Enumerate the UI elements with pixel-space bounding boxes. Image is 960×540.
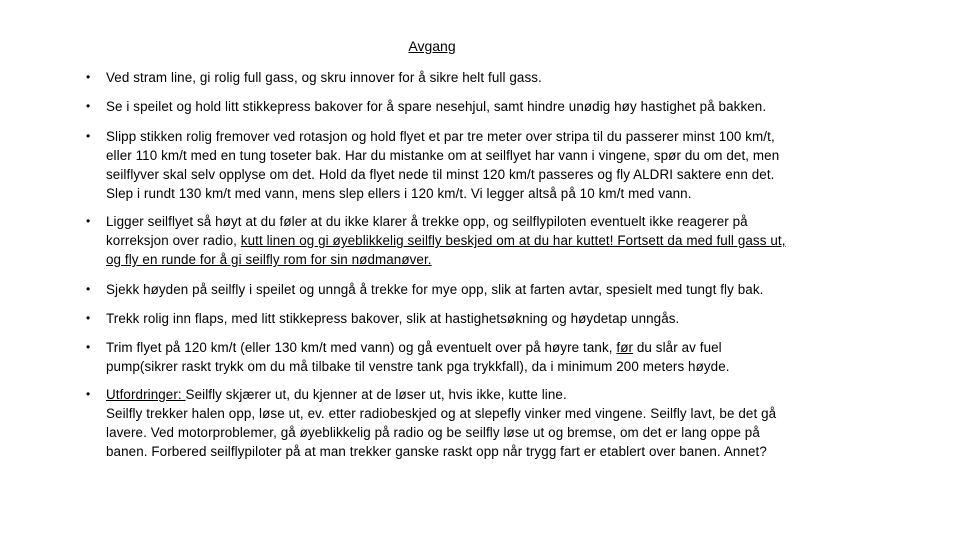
item-text: Se i speilet og hold litt stikkepress bakover for å spare nesehjul, samt hindre unødig høy hastighet på bakken.: [106, 99, 767, 114]
underlined-text: kutt linen og gi øyeblikkelig seilfly beskjed om at du har kuttet! Fortsett da med full gass ut,: [240, 233, 786, 248]
item-text-line: Slep i rundt 130 km/t med vann, mens slep ellers i 120 km/t. Vi legger altså på 10 km/t med vann.: [106, 186, 692, 201]
bullet-icon: •: [86, 311, 91, 325]
bullet-icon: •: [86, 387, 91, 401]
item-text-line: banen. Forbered seilflypiloter på at man trekker ganske raskt opp når trygg fart er etablert over banen. Annet?: [106, 444, 767, 459]
item-text-line: pump(sikrer raskt trykk om du må tilbake til venstre tank pga trykkfall), da i minimum 200 meters høyde.: [106, 359, 730, 374]
bullet-icon: •: [86, 340, 91, 354]
list-item: [86, 97, 866, 116]
bullet-icon: •: [86, 99, 91, 113]
underlined-text: og fly en runde for å gi seilfly rom for sin nødmanøver.: [106, 252, 432, 267]
bullet-icon: •: [86, 129, 91, 143]
item-text-line: [106, 231, 866, 250]
list-item: [86, 212, 866, 269]
plain-text: Seilfly skjærer ut, du kjenner at de løser ut, hvis ikke, kutte line.: [185, 387, 567, 402]
item-text: Trekk rolig inn flaps, med litt stikkepress bakover, slik at hastighetsøkning og høydetap unngås.: [106, 311, 680, 326]
bullet-icon: •: [86, 282, 91, 296]
list-item: [86, 280, 866, 299]
item-text: Ved stram line, gi rolig full gass, og skru innover for å sikre helt full gass.: [106, 70, 542, 85]
list-item: [86, 309, 866, 328]
underlined-text: før: [616, 340, 634, 355]
plain-text: Trim flyet på 120 km/t (eller 130 km/t med vann) og gå eventuelt over på høyre tank,: [106, 340, 617, 355]
list-item: [86, 68, 866, 87]
bullet-icon: •: [86, 70, 91, 84]
item-text-line: Ligger seilflyet så høyt at du føler at du ikke klarer å trekke opp, og seilflypiloten eventuelt ikke reagerer på: [106, 214, 748, 229]
item-text-line: [106, 385, 866, 404]
list-item: [86, 127, 866, 203]
item-text-line: seilflyver skal selv opplyse om det. Hold da flyet nede til minst 120 km/t passeres og fly ALDRI saktere enn det.: [106, 167, 775, 182]
plain-text: korreksjon over radio,: [106, 233, 241, 248]
item-text-line: Slipp stikken rolig fremover ved rotasjon og hold flyet et par tre meter over stripa til du passerer minst 100 km/t,: [106, 129, 775, 144]
item-text-line: [106, 338, 866, 357]
underlined-label: Utfordringer:: [106, 387, 186, 402]
slide-title: Avgang: [408, 38, 456, 54]
item-text-line: lavere. Ved motorproblemer, gå øyeblikkelig på radio og be seilfly løse ut og bremse, om det er lang oppe på: [106, 425, 760, 440]
item-text-line: Seilfly trekker halen opp, løse ut, ev. etter radiobeskjed og at slepefly vinker med vingene. Seilfly lavt, be det gå: [106, 406, 777, 421]
item-text: Sjekk høyden på seilfly i speilet og unngå å trekke for mye opp, slik at farten avtar, spesielt med tungt fly bak.: [106, 282, 764, 297]
item-text-line: eller 110 km/t med en tung toseter bak. Har du mistanke om at seilflyet har vann i vingene, spør du om det, men: [106, 148, 780, 163]
list-item: [86, 385, 866, 461]
list-item: [86, 338, 866, 376]
plain-text: du slår av fuel: [633, 340, 722, 355]
bullet-icon: •: [86, 214, 91, 228]
